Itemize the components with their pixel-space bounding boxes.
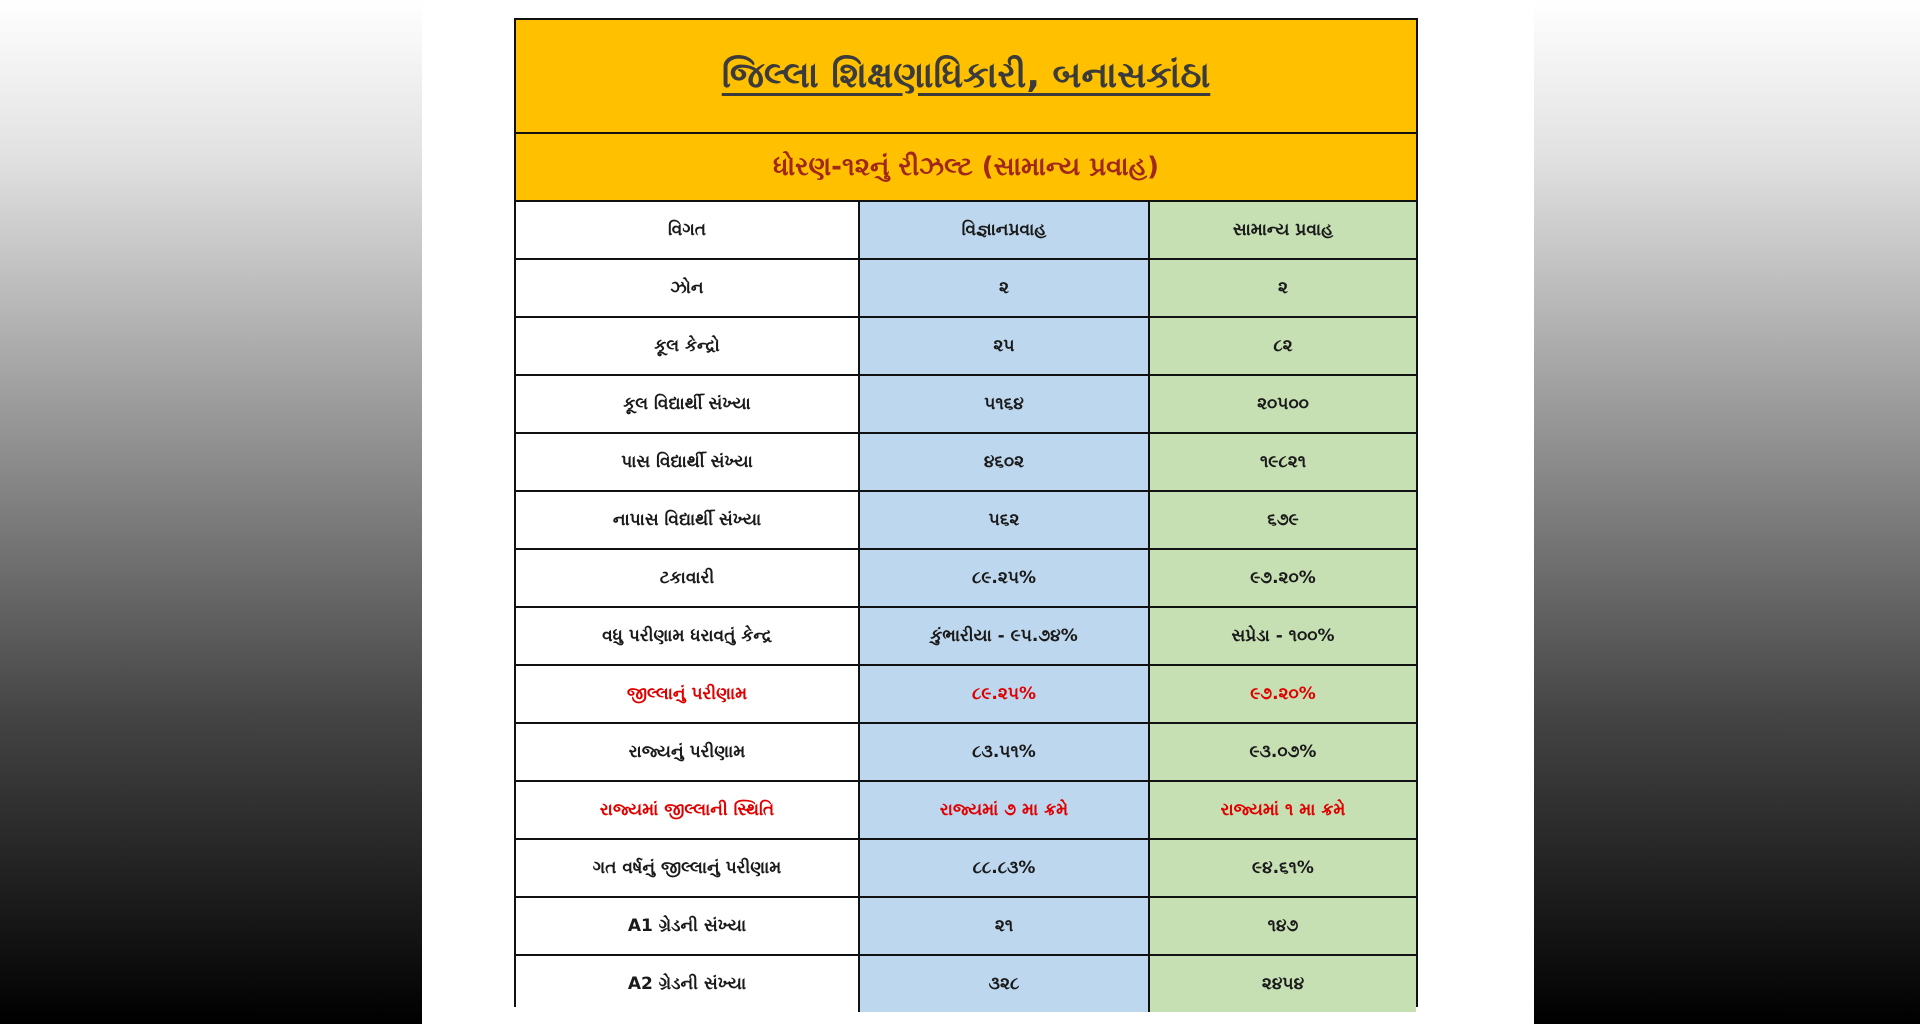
general-value: ૨૦૫૦૦ <box>1149 375 1416 433</box>
row-label: A2 ગ્રેડની સંખ્યા <box>516 955 859 1012</box>
general-value: ૯૪.૬૧% <box>1149 839 1416 897</box>
table-header-row <box>516 202 1416 259</box>
table-row <box>516 549 1416 607</box>
header-general: સામાન્ય પ્રવાહ <box>1149 202 1416 259</box>
table-row <box>516 665 1416 723</box>
header-science: વિજ્ઞાનપ્રવાહ <box>859 202 1149 259</box>
page-title: જિલ્લા શિક્ષણાધિકારી, બનાસકાંઠા <box>721 55 1211 96</box>
general-value: ૨ <box>1149 259 1416 317</box>
table-row <box>516 781 1416 839</box>
table-row <box>516 607 1416 665</box>
general-value: ૯૭.૨૦% <box>1149 665 1416 723</box>
general-value: ૯૭.૨૦% <box>1149 549 1416 607</box>
table-row <box>516 723 1416 781</box>
title-banner <box>516 20 1416 134</box>
science-value: ૮૮.૮૩% <box>859 839 1149 897</box>
row-label: જીલ્લાનું પરીણામ <box>516 665 859 723</box>
result-table-box <box>514 18 1418 1007</box>
science-value: રાજ્યમાં ૭ મા ક્રમે <box>859 781 1149 839</box>
general-value: ૯૩.૦૭% <box>1149 723 1416 781</box>
result-table <box>516 202 1416 1012</box>
table-row <box>516 955 1416 1012</box>
science-value: ૫૧૬૪ <box>859 375 1149 433</box>
general-value: સપ્રેડા - ૧૦૦% <box>1149 607 1416 665</box>
general-value: રાજ્યમાં ૧ મા ક્રમે <box>1149 781 1416 839</box>
science-value: ૮૩.૫૧% <box>859 723 1149 781</box>
table-row <box>516 317 1416 375</box>
row-label: પાસ વિદ્યાર્થી સંખ્યા <box>516 433 859 491</box>
table-row <box>516 897 1416 955</box>
row-label: ટકાવારી <box>516 549 859 607</box>
header-detail: વિગત <box>516 202 859 259</box>
table-row <box>516 375 1416 433</box>
general-value: ૬૭૯ <box>1149 491 1416 549</box>
science-value: કુંભારીયા - ૯૫.૭૪% <box>859 607 1149 665</box>
science-value: ૨૫ <box>859 317 1149 375</box>
table-row <box>516 491 1416 549</box>
science-value: ૨ <box>859 259 1149 317</box>
general-value: ૨૪૫૪ <box>1149 955 1416 1012</box>
science-value: ૮૯.૨૫% <box>859 549 1149 607</box>
table-row <box>516 433 1416 491</box>
row-label: A1 ગ્રેડની સંખ્યા <box>516 897 859 955</box>
science-value: ૨૧ <box>859 897 1149 955</box>
left-gradient-border <box>0 0 422 1024</box>
document-sheet <box>422 0 1534 1024</box>
science-value: ૩૨૮ <box>859 955 1149 1012</box>
row-label: કૂલ કેન્દ્રો <box>516 317 859 375</box>
row-label: રાજ્યનું પરીણામ <box>516 723 859 781</box>
row-label: ગત વર્ષનું જીલ્લાનું પરીણામ <box>516 839 859 897</box>
row-label: ઝોન <box>516 259 859 317</box>
row-label: નાપાસ વિદ્યાર્થી સંખ્યા <box>516 491 859 549</box>
row-label: રાજ્યમાં જીલ્લાની સ્થિતિ <box>516 781 859 839</box>
science-value: ૫૬૨ <box>859 491 1149 549</box>
table-row <box>516 839 1416 897</box>
page-subtitle: ધોરણ-૧૨નું રીઝલ્ટ (સામાન્ય પ્રવાહ) <box>772 151 1160 182</box>
science-value: ૮૯.૨૫% <box>859 665 1149 723</box>
science-value: ૪૬૦૨ <box>859 433 1149 491</box>
row-label: કૂલ વિદ્યાર્થી સંખ્યા <box>516 375 859 433</box>
general-value: ૧૪૭ <box>1149 897 1416 955</box>
general-value: ૮૨ <box>1149 317 1416 375</box>
right-gradient-border <box>1534 0 1920 1024</box>
row-label: વધુ પરીણામ ધરાવતું કેન્દ્ર <box>516 607 859 665</box>
table-row <box>516 259 1416 317</box>
subtitle-banner <box>516 134 1416 202</box>
general-value: ૧૯૮૨૧ <box>1149 433 1416 491</box>
